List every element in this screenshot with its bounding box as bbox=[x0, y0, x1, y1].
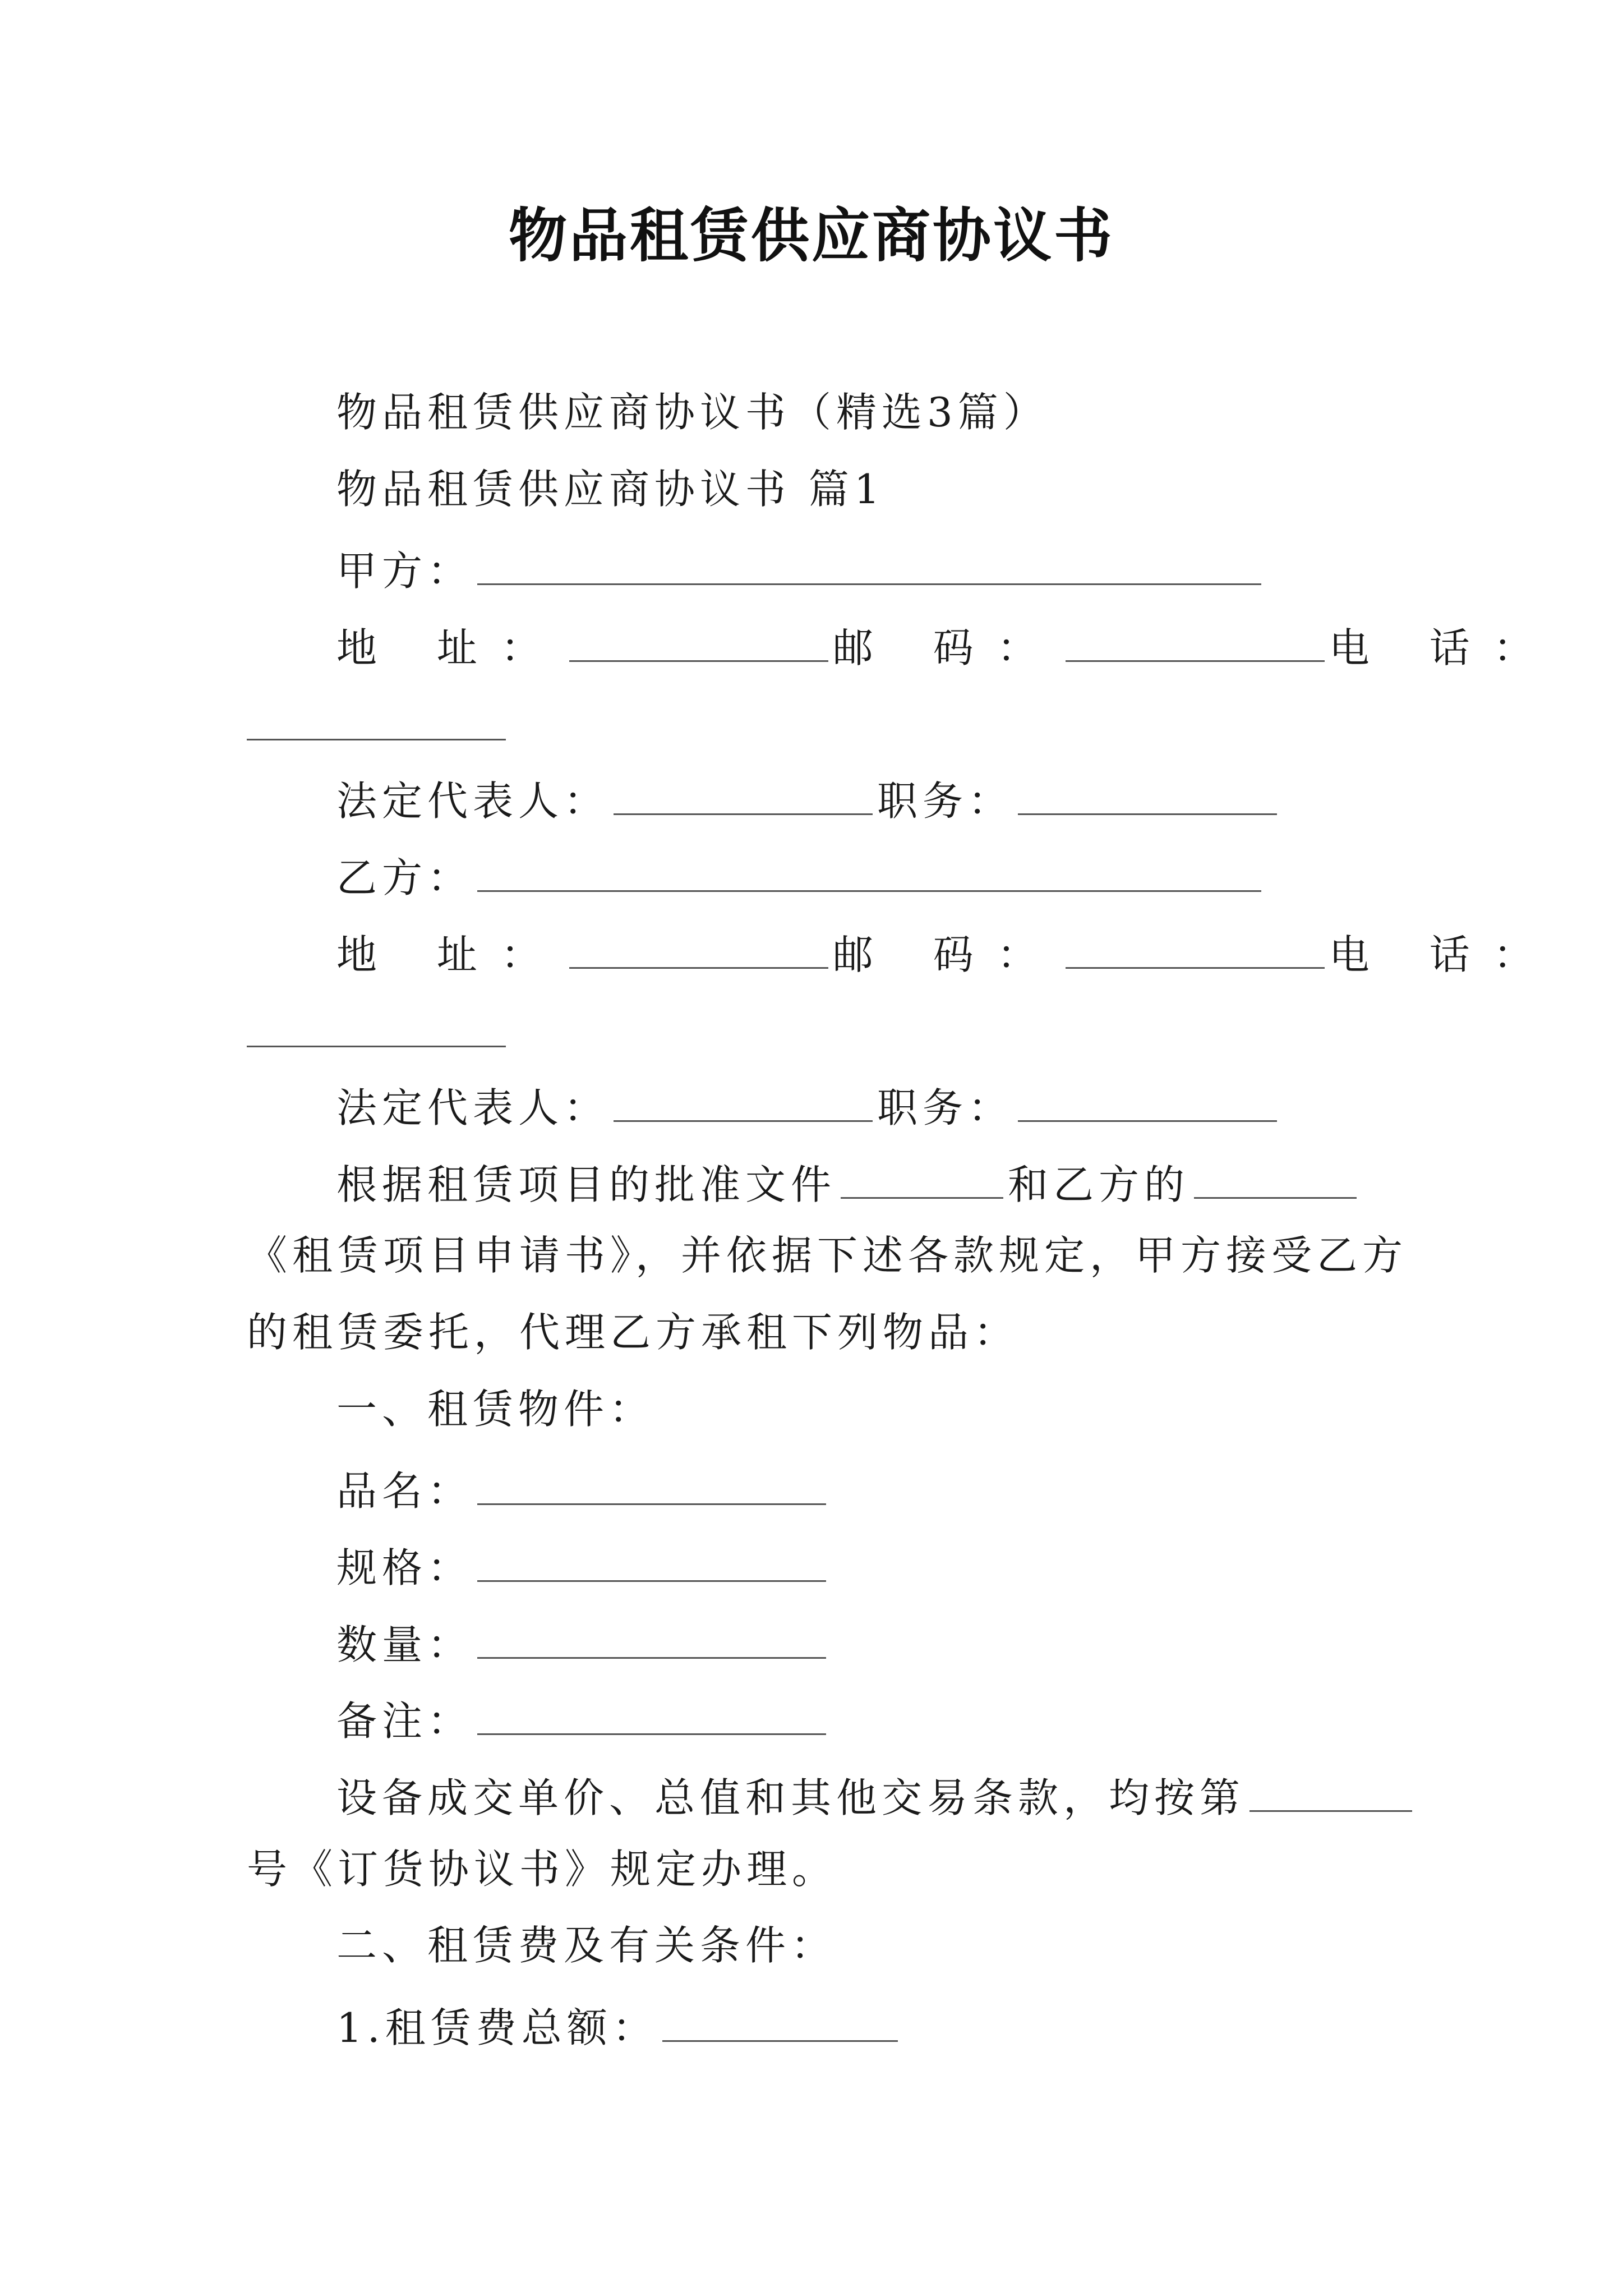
trade-text-1: 设备成交单价、总值和其他交易条款，均按第 bbox=[336, 1774, 1246, 1821]
section-2-heading: 二、租赁费及有关条件： bbox=[336, 1922, 837, 1969]
party-b-address-label: 地 址： bbox=[336, 931, 565, 978]
party-b-blank[interactable] bbox=[477, 844, 1261, 892]
party-b-doc-blank[interactable] bbox=[1194, 1151, 1357, 1199]
trade-line-1 bbox=[336, 1764, 1417, 1826]
item-name-label: 品名： bbox=[336, 1467, 473, 1515]
party-a-postcode-blank[interactable] bbox=[1066, 614, 1325, 662]
party-b-contact-line bbox=[336, 921, 1557, 983]
party-b-position-label: 职务： bbox=[877, 1084, 1014, 1131]
party-a-address-blank[interactable] bbox=[569, 614, 828, 662]
basis-part1: 根据租赁项目的批准文件 bbox=[336, 1161, 837, 1208]
party-b-phone-label: 电 话： bbox=[1329, 931, 1557, 978]
party-b-postcode-blank[interactable] bbox=[1066, 921, 1325, 969]
party-a-contact-line bbox=[336, 614, 1557, 676]
party-a-address-label: 地 址： bbox=[336, 624, 565, 671]
rent-total-line bbox=[336, 1994, 902, 2056]
party-a-rep-blank[interactable] bbox=[614, 767, 873, 815]
item-qty-label: 数量： bbox=[336, 1621, 473, 1668]
party-a-rep-line bbox=[336, 767, 1281, 829]
item-spec-label: 规格： bbox=[336, 1544, 473, 1591]
basis-part2: 和乙方的 bbox=[1008, 1161, 1190, 1208]
party-a-postcode-label: 邮 码： bbox=[832, 624, 1061, 671]
item-name-line bbox=[336, 1457, 831, 1519]
section-1-heading: 一、租赁物件： bbox=[336, 1386, 655, 1433]
party-a-rep-label: 法定代表人： bbox=[336, 777, 610, 825]
party-a-phone-blank[interactable] bbox=[247, 693, 506, 740]
item-note-blank[interactable] bbox=[477, 1687, 826, 1735]
party-a-line bbox=[336, 537, 1266, 599]
document-title: 物品租赁供应商协议书 bbox=[508, 201, 1114, 270]
party-b-postcode-label: 邮 码： bbox=[832, 931, 1061, 978]
basis-line-2: 《租赁项目申请书》，并依据下述各款规定，甲方接受乙方 bbox=[247, 1232, 1408, 1279]
party-b-rep-line bbox=[336, 1074, 1281, 1136]
basis-line-3: 的租赁委托，代理乙方承租下列物品： bbox=[247, 1309, 1020, 1356]
party-b-address-blank[interactable] bbox=[569, 921, 828, 969]
subtitle: 物品租赁供应商协议书（精选3篇） bbox=[336, 389, 1049, 436]
party-a-position-label: 职务： bbox=[877, 777, 1014, 825]
trade-line-2: 号《订货协议书》规定办理。 bbox=[247, 1846, 838, 1893]
rent-total-label: 1.租赁费总额： bbox=[336, 2004, 658, 2051]
item-spec-blank[interactable] bbox=[477, 1534, 826, 1582]
party-b-line bbox=[336, 844, 1266, 906]
party-b-phone-blank[interactable] bbox=[247, 1000, 506, 1047]
article-heading: 物品租赁供应商协议书 篇1 bbox=[336, 466, 885, 513]
item-name-blank[interactable] bbox=[477, 1457, 826, 1505]
party-a-position-blank[interactable] bbox=[1018, 767, 1277, 815]
party-a-phone-label: 电 话： bbox=[1329, 624, 1557, 671]
order-number-blank[interactable] bbox=[1249, 1764, 1412, 1812]
party-b-position-blank[interactable] bbox=[1018, 1074, 1277, 1122]
item-note-line bbox=[336, 1687, 831, 1749]
party-b-rep-label: 法定代表人： bbox=[336, 1084, 610, 1131]
item-spec-line bbox=[336, 1534, 831, 1596]
rent-total-blank[interactable] bbox=[662, 1994, 898, 2042]
party-a-label: 甲方： bbox=[336, 547, 473, 595]
item-note-label: 备注： bbox=[336, 1697, 473, 1745]
party-b-phone-line bbox=[247, 1000, 510, 1061]
item-qty-line bbox=[336, 1611, 831, 1673]
party-a-phone-line bbox=[247, 693, 510, 754]
party-a-blank[interactable] bbox=[477, 537, 1261, 585]
basis-line-1 bbox=[336, 1151, 1361, 1213]
party-b-rep-blank[interactable] bbox=[614, 1074, 873, 1122]
party-b-label: 乙方： bbox=[336, 854, 473, 901]
item-qty-blank[interactable] bbox=[477, 1611, 826, 1659]
approval-doc-blank[interactable] bbox=[841, 1151, 1003, 1199]
